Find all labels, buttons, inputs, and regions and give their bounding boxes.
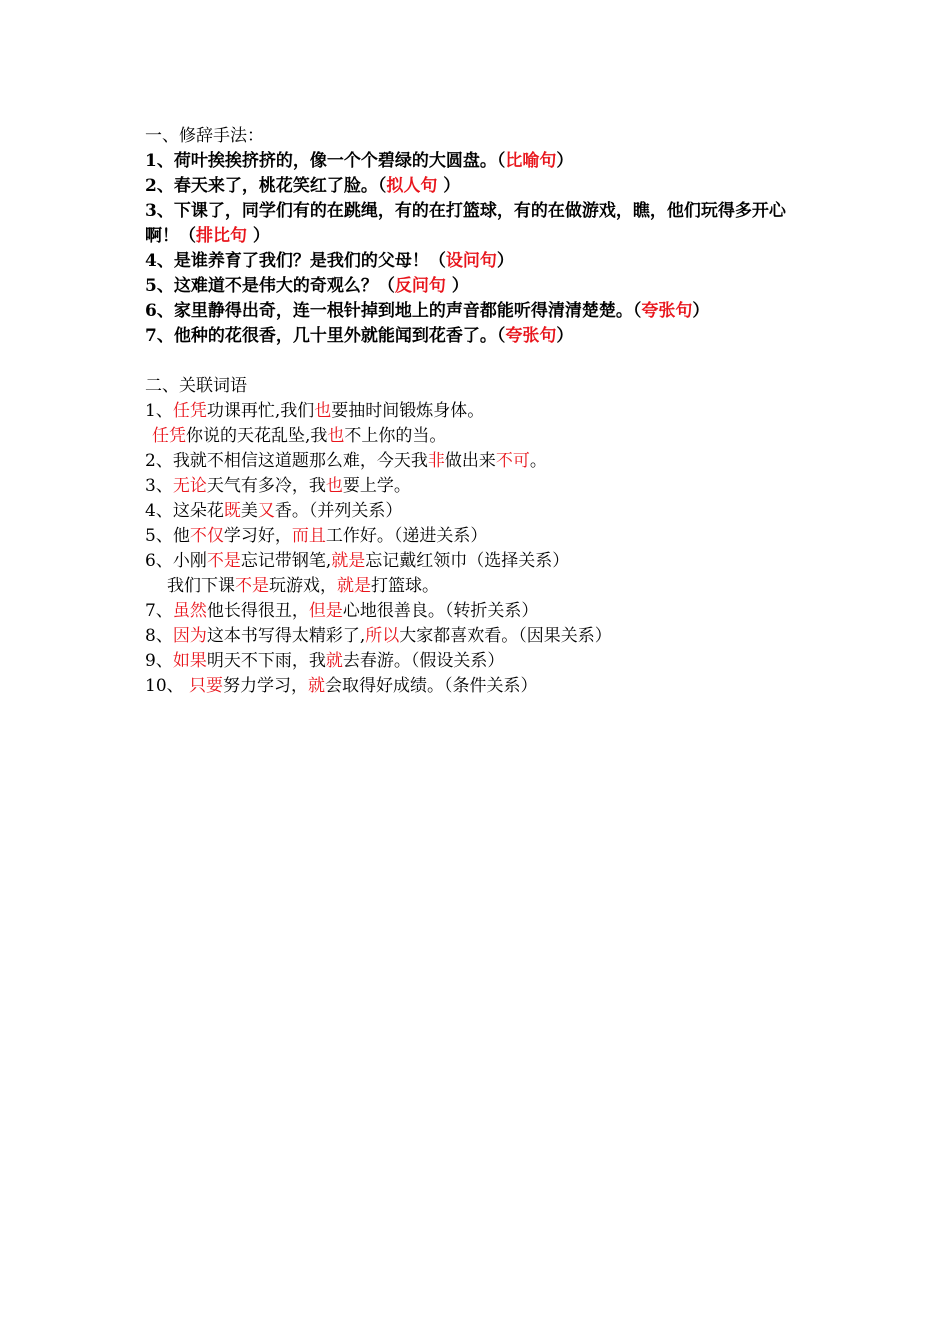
segment: 努力学习， bbox=[223, 676, 309, 696]
conjunction-word: 就 bbox=[308, 676, 326, 696]
segment: 不上你的当。 bbox=[344, 426, 447, 446]
segment: 9、 bbox=[145, 651, 173, 671]
segment: 他长得很丑， bbox=[206, 601, 309, 621]
segment: 功课再忙,我们 bbox=[206, 401, 315, 421]
segment: 忘记带钢笔, bbox=[240, 551, 332, 571]
conjunction-word: 如果 bbox=[172, 651, 207, 671]
segment: 3、 bbox=[145, 476, 173, 496]
item-text: 4、是谁养育了我们？是我们的父母！（ bbox=[145, 251, 446, 271]
conjunction-word: 不可 bbox=[495, 451, 530, 471]
conjunction-word: 非 bbox=[427, 451, 445, 471]
segment: 4、这朵花 bbox=[145, 501, 224, 521]
conjunction-item-9 bbox=[145, 649, 825, 674]
item-text: 2、春天来了，桃花笑红了脸。（ bbox=[145, 176, 387, 196]
conjunction-word: 就 bbox=[325, 651, 343, 671]
item-tag: 夸张句 bbox=[641, 301, 693, 321]
item-tag: 设问句 bbox=[445, 251, 497, 271]
item-end: ） bbox=[437, 176, 461, 196]
item-end: ） bbox=[445, 276, 469, 296]
segment: 你说的天花乱坠,我 bbox=[186, 426, 328, 446]
segment: 我们下课 bbox=[167, 576, 235, 596]
conjunction-word: 所以 bbox=[365, 626, 400, 646]
rhetoric-item-6 bbox=[145, 299, 825, 324]
item-tag: 夸张句 bbox=[505, 326, 557, 346]
segment: 天气有多冷，我 bbox=[206, 476, 326, 496]
conjunction-word: 不是 bbox=[206, 551, 241, 571]
conjunction-item-3 bbox=[145, 474, 825, 499]
segment: 会取得好成绩。（条件关系） bbox=[325, 676, 538, 696]
segment: 这本书写得太精彩了, bbox=[206, 626, 366, 646]
segment: 玩游戏， bbox=[269, 576, 337, 596]
item-end: ） bbox=[556, 151, 574, 171]
item-text: 3、下课了，同学们有的在跳绳，有的在打篮球，有的在做游戏，瞧，他们玩得多开心啊！（ bbox=[145, 201, 786, 246]
segment: 。 bbox=[529, 451, 547, 471]
item-end: ） bbox=[247, 226, 270, 246]
conjunction-item-6 bbox=[145, 549, 825, 574]
conjunction-word: 又 bbox=[257, 501, 275, 521]
segment: 8、 bbox=[145, 626, 173, 646]
rhetoric-item-3 bbox=[145, 199, 810, 249]
item-tag: 排比句 bbox=[196, 226, 247, 246]
conjunction-word: 而且 bbox=[291, 526, 326, 546]
segment: 1、 bbox=[145, 401, 173, 421]
conjunction-word: 也 bbox=[327, 426, 345, 446]
conjunction-item-6-example2 bbox=[145, 574, 825, 599]
segment: 打篮球。 bbox=[371, 576, 439, 596]
item-end: ） bbox=[692, 301, 710, 321]
item-text: 1、荷叶挨挨挤挤的，像一个个碧绿的大圆盘。（ bbox=[145, 151, 506, 171]
conjunction-word: 虽然 bbox=[172, 601, 207, 621]
rhetoric-item-2 bbox=[145, 174, 825, 199]
conjunction-word: 但是 bbox=[308, 601, 343, 621]
conjunction-word: 既 bbox=[223, 501, 241, 521]
segment: 心地很善良。（转折关系） bbox=[342, 601, 539, 621]
conjunction-item-7 bbox=[145, 599, 825, 624]
item-tag: 比喻句 bbox=[505, 151, 557, 171]
segment: 2、我就不相信这道题那么难，今天我 bbox=[145, 451, 428, 471]
item-tag: 反问句 bbox=[394, 276, 446, 296]
conjunction-word: 不仅 bbox=[189, 526, 224, 546]
conjunction-word: 只要 bbox=[189, 676, 224, 696]
segment: 大家都喜欢看。（因果关系） bbox=[399, 626, 612, 646]
segment: 忘记戴红领巾（选择关系） bbox=[365, 551, 570, 571]
segment: 5、他 bbox=[145, 526, 190, 546]
item-tag: 拟人句 bbox=[386, 176, 438, 196]
rhetoric-item-7 bbox=[145, 324, 825, 349]
segment: 做出来 bbox=[444, 451, 496, 471]
conjunction-word: 因为 bbox=[172, 626, 207, 646]
conjunction-item-2 bbox=[145, 449, 825, 474]
section1-heading: 一、修辞手法： bbox=[145, 126, 264, 146]
conjunction-word: 任凭 bbox=[172, 401, 207, 421]
conjunction-word: 任凭 bbox=[152, 426, 186, 446]
conjunction-word: 也 bbox=[314, 401, 332, 421]
conjunction-word: 也 bbox=[325, 476, 343, 496]
conjunction-item-4 bbox=[145, 499, 825, 524]
conjunction-item-10 bbox=[145, 674, 825, 699]
segment: 明天不下雨，我 bbox=[206, 651, 326, 671]
segment: 美 bbox=[240, 501, 258, 521]
item-text: 6、家里静得出奇，连一根针掉到地上的声音都能听得清清楚楚。（ bbox=[145, 301, 642, 321]
conjunction-item-1 bbox=[145, 399, 825, 424]
conjunction-word: 就是 bbox=[331, 551, 366, 571]
item-text: 5、这难道不是伟大的奇观么？（ bbox=[145, 276, 395, 296]
rhetoric-item-1 bbox=[145, 149, 825, 174]
segment: 7、 bbox=[145, 601, 173, 621]
conjunction-word: 就是 bbox=[337, 576, 371, 596]
item-end: ） bbox=[556, 326, 574, 346]
rhetoric-item-5 bbox=[145, 274, 825, 299]
conjunction-item-5 bbox=[145, 524, 825, 549]
segment: 要抽时间锻炼身体。 bbox=[331, 401, 485, 421]
item-text: 7、他种的花很香，几十里外就能闻到花香了。（ bbox=[145, 326, 506, 346]
rhetoric-item-4 bbox=[145, 249, 825, 274]
segment: 去春游。（假设关系） bbox=[342, 651, 505, 671]
conjunction-word: 不是 bbox=[235, 576, 269, 596]
section2-heading: 二、关联词语 bbox=[145, 376, 247, 396]
segment: 要上学。 bbox=[342, 476, 411, 496]
segment: 学习好， bbox=[223, 526, 292, 546]
segment: 6、小刚 bbox=[145, 551, 207, 571]
item-end: ） bbox=[496, 251, 514, 271]
conjunction-item-1-example2 bbox=[145, 424, 825, 449]
document-page bbox=[145, 124, 825, 699]
segment: 10、 bbox=[145, 676, 190, 696]
conjunction-item-8 bbox=[145, 624, 825, 649]
segment: 工作好。（递进关系） bbox=[325, 526, 488, 546]
conjunction-word: 无论 bbox=[172, 476, 207, 496]
spacer bbox=[145, 349, 825, 374]
segment: 香。（并列关系） bbox=[274, 501, 403, 521]
